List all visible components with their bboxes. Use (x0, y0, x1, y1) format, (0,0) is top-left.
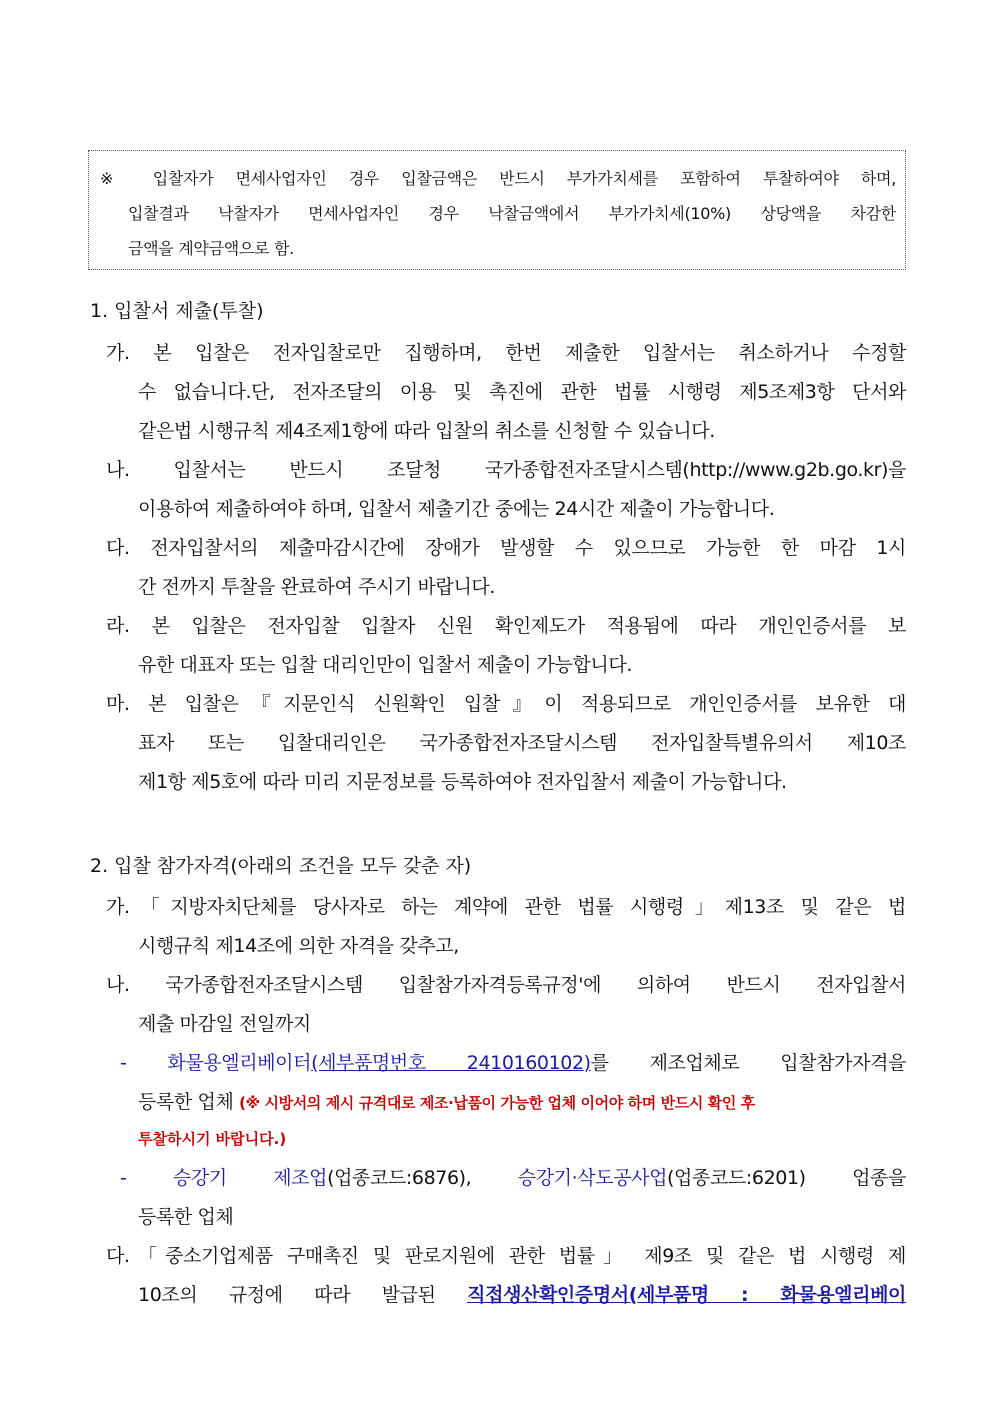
s2-dash2-prefix: - (120, 1167, 173, 1189)
s1-item-na-line1: 나. 입찰서는 반드시 조달청 국가종합전자조달시스템(http://www.g2b.go.kr)을 (106, 459, 906, 481)
s2-item-da-certificate: 직접생산확인증명서(세부품명 : 화물용엘리베이 (467, 1284, 906, 1306)
s2-dash1-registered: 등록한 업체 (138, 1091, 240, 1113)
s2-dash1-manufacturer: 를 제조업체 (590, 1052, 722, 1074)
s2-dash1-line1 (120, 1048, 906, 1075)
s2-dash2-code1: (업종코드:6876), (327, 1167, 518, 1189)
s2-dash2-code2: (업종코드:6201) (667, 1167, 806, 1189)
s1-item-ra-line1: 라. 본 입찰은 전자입찰 입찰자 신원 확인제도가 적용됨에 따라 개인인증서를 보 (106, 615, 906, 637)
s2-dash2-tail: 업종을 (805, 1167, 906, 1189)
section1-title: 1. 입찰서 제출(투찰) (90, 300, 264, 322)
notice-line-1: ※ 입찰자가 면세사업자인 경우 입찰금액은 반드시 부가가치세를 포함하여 투찰하여야 하며, (100, 169, 896, 188)
notice-line-3: 금액을 계약금액으로 함. (128, 239, 294, 258)
section2-title: 2. 입찰 참가자격(아래의 조건을 모두 갖춘 자) (90, 855, 472, 877)
notice-line-2: 입찰결과 낙찰자가 면세사업자인 경우 낙찰금액에서 부가가치세(10%) 상당액을 차감한 (128, 204, 896, 223)
s2-item-na-line1: 나. 국가종합전자조달시스템 입찰참가자격등록규정'에 의하여 반드시 전자입찰서 (106, 974, 906, 996)
s2-dash2-line1 (120, 1163, 906, 1190)
s2-item-na-line2: 제출 마감일 전일까지 (138, 1013, 311, 1035)
s2-item-ga-line1: 가.「지방자치단체를 당사자로 하는 계약에 관한 법률 시행령」제13조 및 같은 법 (106, 896, 906, 918)
s2-dash1-prefix: - (120, 1052, 168, 1074)
s1-item-ga-line3: 같은법 시행규칙 제4조제1항에 따라 입찰의 취소를 신청할 수 있습니다. (138, 420, 715, 442)
s1-item-ma-line3: 제1항 제5호에 따라 미리 지문정보를 등록하여야 전자입찰서 제출이 가능합니다. (138, 771, 787, 793)
s1-item-da-line2: 간 전까지 투찰을 완료하여 주시기 바랍니다. (138, 576, 496, 598)
s1-item-da-line1: 다. 전자입찰서의 제출마감시간에 장애가 발생할 수 있으므로 가능한 한 마감 1시 (106, 537, 906, 559)
s2-dash2-elevator-construction: 승강기·삭도공사업 (517, 1167, 668, 1189)
s1-item-ga-line2: 수 없습니다.단, 전자조달의 이용 및 촉진에 관한 법률 시행령 제5조제3항 단서와 (138, 381, 906, 403)
s2-dash1-line2 (138, 1087, 906, 1114)
s1-item-ma-line2: 표자 또는 입찰대리인은 국가종합전자조달시스템 전자입찰특별유의서 제10조 (138, 732, 906, 754)
s2-dash1-code: (세부품명번호 2410160102) (311, 1052, 591, 1074)
s2-dash2-elevator-mfg: 승강기 제조업 (172, 1167, 328, 1189)
s2-dash1-red-note: (※ 시방서의 제시 규격대로 제조·납품이 가능한 업체 이어야 하며 반드시 확인 후 (239, 1094, 755, 1112)
s2-dash2-line2: 등록한 업체 (138, 1206, 234, 1228)
s1-item-na-line2: 이용하여 제출하여야 하며, 입찰서 제출기간 중에는 24시간 제출이 가능합니다. (138, 498, 775, 520)
s1-item-ga-line1: 가. 본 입찰은 전자입찰로만 집행하며, 한번 제출한 입찰서는 취소하거나 수정할 (106, 342, 906, 364)
s2-item-da-line2-text: 10조의 규정에 따라 발급된 (138, 1284, 468, 1306)
s2-item-da-line1: 다.「중소기업제품 구매촉진 및 판로지원에 관한 법률」 제9조 및 같은 법 시행령 제 (106, 1245, 906, 1267)
s2-item-da-line2 (138, 1280, 906, 1307)
s2-dash1-red-note-cont: 투찰하시기 바랍니다.) (138, 1130, 287, 1148)
s2-dash1-tail: 로 입찰참가자격을 (721, 1052, 906, 1074)
s1-item-ra-line2: 유한 대표자 또는 입찰 대리인만이 입찰서 제출이 가능합니다. (138, 654, 632, 676)
s2-item-ga-line2: 시행규칙 제14조에 의한 자격을 갖추고, (138, 935, 459, 957)
s2-dash1-product: 화물용엘리베이터 (167, 1052, 312, 1074)
s1-item-ma-line1: 마. 본 입찰은『지문인식 신원확인 입찰』이 적용되므로 개인인증서를 보유한 대 (106, 693, 906, 715)
